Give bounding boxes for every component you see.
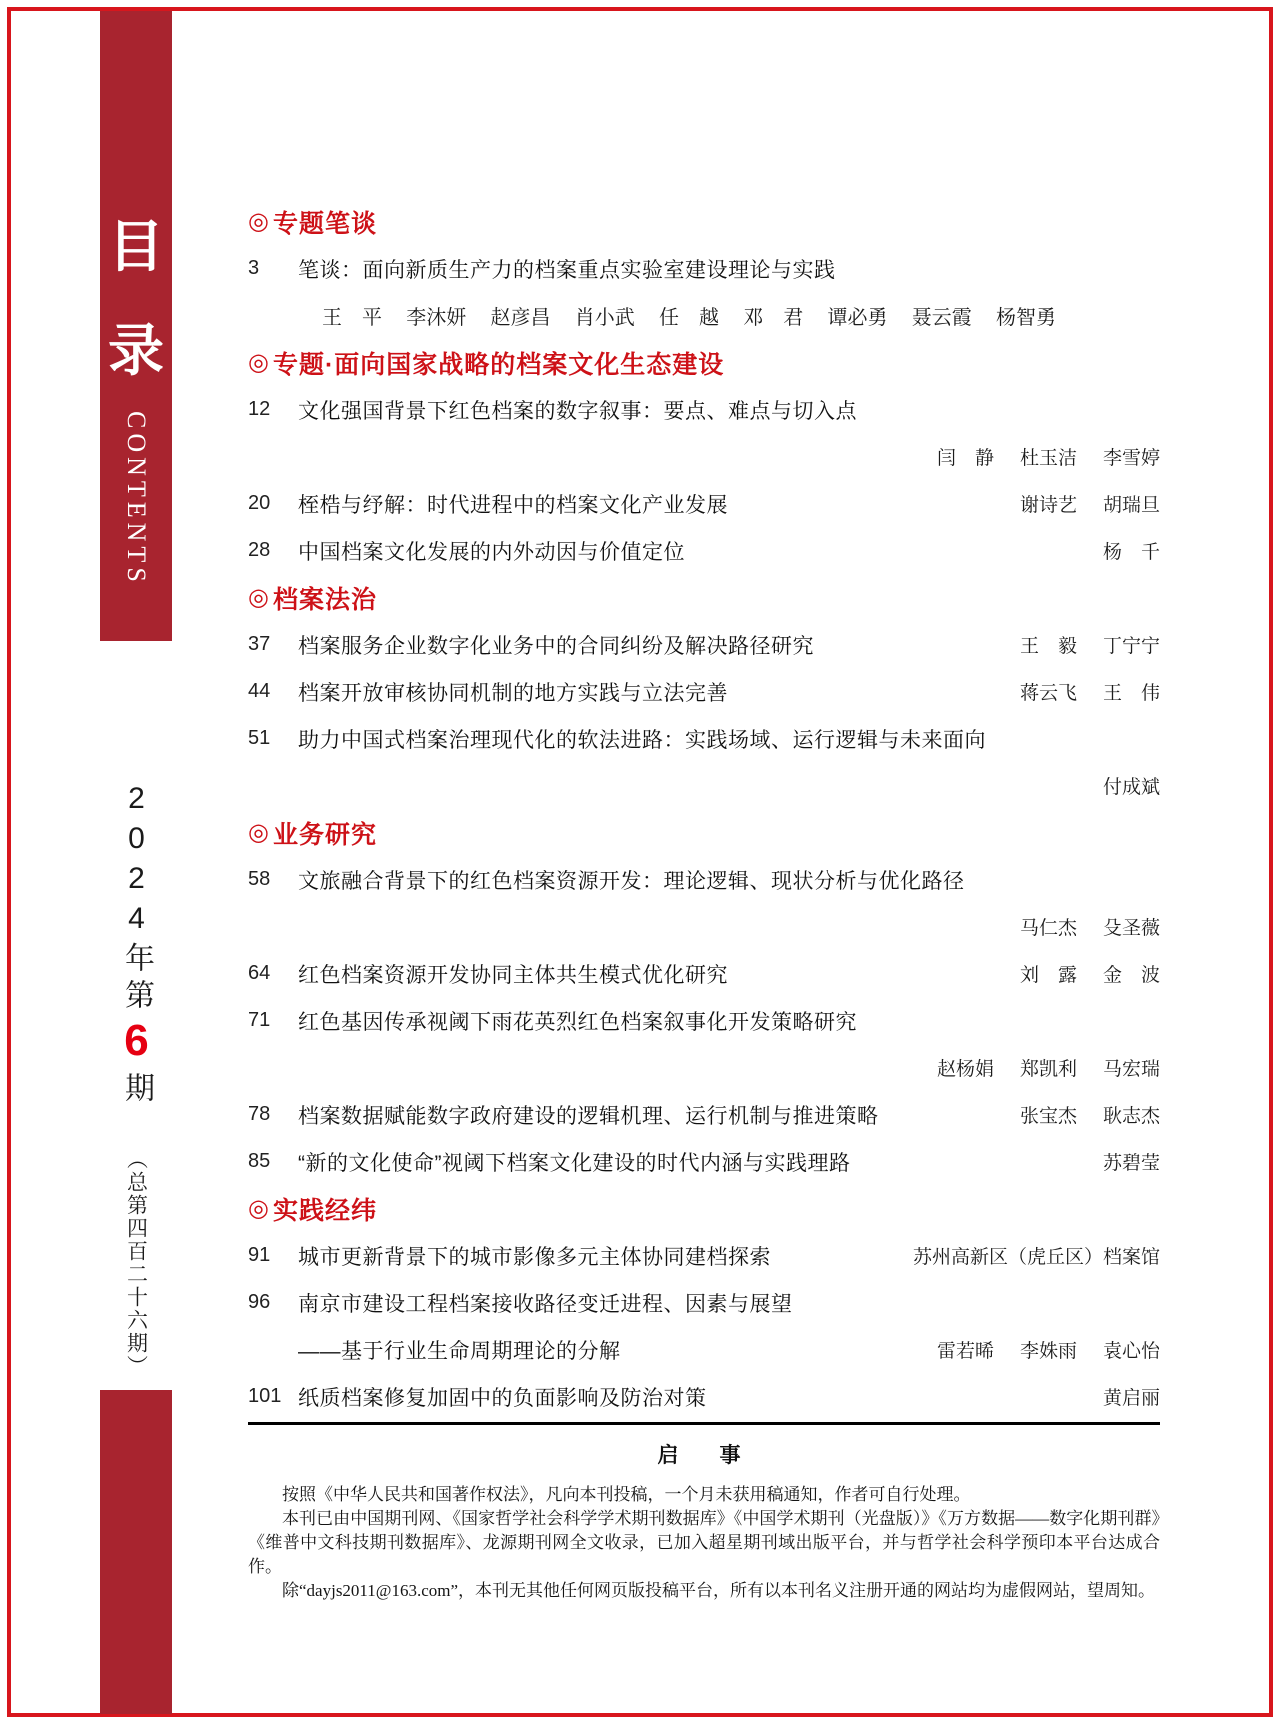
- toc-entry: [248, 1138, 1160, 1185]
- author-name: 肖小武: [574, 307, 635, 329]
- toc-entry-page: 44: [248, 680, 271, 702]
- sidebar-title-char: 录: [108, 319, 164, 382]
- toc-entry-page: 64: [248, 962, 271, 984]
- toc-entry-title: 档案服务企业数字化业务中的合同纠纷及解决路径研究: [298, 634, 814, 658]
- author-name: 耿志杰: [1102, 1106, 1160, 1127]
- volume-note: （总第四百二十六期）: [124, 1148, 148, 1378]
- toc-entry-page: 28: [248, 539, 271, 561]
- author-name: 闫 静: [936, 448, 994, 469]
- author-name: 王 毅: [1019, 636, 1077, 657]
- toc-entry-title: 档案数据赋能数字政府建设的逻辑机理、运行机制与推进策略: [298, 1104, 879, 1128]
- notice-paragraph: 除“dayjs2011@163.com”，本刊无其他任何网页版投稿平台，所有以本刊名义注册开通的网站均为虚假网站，望周知。: [282, 1581, 1156, 1600]
- author-name: 张宝杰: [1019, 1106, 1077, 1127]
- toc-entry: [248, 997, 1160, 1044]
- toc-entry: [248, 527, 1160, 574]
- toc-entry-page: 3: [248, 257, 260, 279]
- author-group: [1020, 1101, 1160, 1128]
- issue-number: 6: [112, 1016, 161, 1072]
- section-marker-icon: ◎: [248, 818, 270, 846]
- author-name: 邓 君: [743, 307, 804, 329]
- section-heading-text: 业务研究: [272, 820, 377, 849]
- notice-paragraph: 本刊已由中国期刊网、《国家哲学社会科学学术期刊数据库》《中国学术期刊（光盘版）》《万方数据——数字化期刊群》《维普中文科技期刊数据库》、龙源期刊网全文收录，已加入超星期刊域出版平台，并与哲学社会科学预印本平台达成合作。: [248, 1509, 1160, 1576]
- toc-entry-subtitle-row: [248, 1326, 1160, 1373]
- toc-entry-page: 91: [248, 1244, 271, 1266]
- author-name: 苏碧莹: [1102, 1153, 1160, 1174]
- section-marker-icon: ◎: [248, 1194, 270, 1222]
- toc-entry-authors-row: [248, 292, 1160, 339]
- author-group: [937, 1336, 1160, 1363]
- toc-entry-authors-row: [248, 903, 1160, 950]
- toc-entry-authors-row: [248, 762, 1160, 809]
- toc-entry-page: 78: [248, 1103, 271, 1125]
- author-name: 苏州高新区（虎丘区）档案馆: [912, 1247, 1160, 1268]
- notice-block: [248, 1422, 1160, 1603]
- toc-section-heading: [248, 574, 1160, 621]
- toc-entry-title: 中国档案文化发展的内外动因与价值定位: [298, 540, 685, 564]
- toc-entry-page: 20: [248, 492, 271, 514]
- notice-paragraph: 按照《中华人民共和国著作权法》，凡向本刊投稿，一个月未获用稿通知，作者可自行处理。: [282, 1485, 971, 1504]
- author-group: [937, 1054, 1160, 1081]
- sidebar-contents-label: CONTENTS: [122, 411, 151, 587]
- toc-entry: [248, 245, 1160, 292]
- section-heading-text: 专题笔谈: [272, 209, 377, 238]
- author-name: 马宏瑞: [1102, 1059, 1160, 1080]
- toc-entry: [248, 1373, 1160, 1420]
- author-name: 谢诗艺: [1019, 495, 1077, 516]
- section-marker-icon: ◎: [248, 207, 270, 235]
- author-group: [1103, 537, 1160, 564]
- author-name: 付成斌: [1102, 777, 1160, 798]
- toc-entry-title: 城市更新背景下的城市影像多元主体协同建档探索: [298, 1245, 771, 1269]
- section-heading-text: 实践经纬: [272, 1196, 377, 1225]
- author-name: 刘 露: [1019, 965, 1077, 986]
- toc-entry-title: 南京市建设工程档案接收路径变迁进程、因素与展望: [298, 1292, 793, 1316]
- author-name: 郑凯利: [1019, 1059, 1077, 1080]
- author-name: 李沐妍: [406, 307, 467, 329]
- toc-entry-authors-row: [248, 433, 1160, 480]
- author-name: 胡瑞旦: [1102, 495, 1160, 516]
- toc-section-heading: [248, 1185, 1160, 1232]
- author-group: [937, 443, 1160, 470]
- author-group: [1020, 678, 1160, 705]
- sidebar-title-char: 目: [108, 215, 164, 278]
- author-name: 任 越: [659, 307, 719, 329]
- author-name: 王 平: [322, 307, 382, 329]
- section-heading-text: 档案法治: [272, 585, 377, 614]
- author-name: 丁宁宁: [1102, 636, 1160, 657]
- author-name: 赵彦昌: [490, 307, 551, 329]
- author-name: 李姝雨: [1019, 1341, 1077, 1362]
- sidebar-red-footer: [100, 1390, 172, 1714]
- toc-section-heading: [248, 198, 1160, 245]
- author-name: 马仁杰: [1019, 918, 1077, 939]
- author-name: 雷若晞: [936, 1341, 994, 1362]
- author-name: 谭必勇: [827, 307, 888, 329]
- toc-entry-subtitle: ——基于行业生命周期理论的分解: [298, 1339, 621, 1363]
- author-group: [1103, 772, 1160, 799]
- toc-entry-page: 12: [248, 398, 271, 420]
- toc-entry-title: 红色基因传承视阈下雨花英烈红色档案叙事化开发策略研究: [298, 1010, 857, 1034]
- toc-entry-page: 71: [248, 1009, 271, 1031]
- toc-entry: [248, 1279, 1160, 1326]
- section-marker-icon: ◎: [248, 348, 270, 376]
- author-name: 殳圣薇: [1102, 918, 1160, 939]
- sidebar-red-banner: [100, 11, 172, 641]
- toc-entry: [248, 668, 1160, 715]
- toc-section-heading: [248, 339, 1160, 386]
- toc-entry: [248, 1232, 1160, 1279]
- toc: [248, 198, 1160, 1420]
- toc-entry: [248, 950, 1160, 997]
- toc-entry-title: “新的文化使命”视阈下档案文化建设的时代内涵与实践理路: [298, 1151, 851, 1175]
- author-name: 杨智勇: [996, 307, 1056, 329]
- toc-entry: [248, 480, 1160, 527]
- toc-entry: [248, 386, 1160, 433]
- toc-entry-page: 101: [248, 1385, 282, 1407]
- author-name: 李雪婷: [1102, 448, 1160, 469]
- toc-entry-title: 文旅融合背景下的红色档案资源开发：理论逻辑、现状分析与优化路径: [298, 869, 965, 893]
- toc-entry-page: 51: [248, 727, 271, 749]
- section-marker-icon: ◎: [248, 583, 270, 611]
- toc-entry-page: 58: [248, 868, 271, 890]
- author-name: 袁心怡: [1102, 1341, 1160, 1362]
- toc-entry-page: 37: [248, 633, 271, 655]
- author-name: 杜玉洁: [1019, 448, 1077, 469]
- toc-section-heading: [248, 809, 1160, 856]
- author-name: 黄启丽: [1102, 1388, 1160, 1409]
- author-name: 金 波: [1102, 965, 1160, 986]
- toc-entry-authors-row: [248, 1044, 1160, 1091]
- author-name: 聂云霞: [911, 307, 972, 329]
- author-group: [1103, 1148, 1160, 1175]
- author-name: 赵杨娟: [936, 1059, 994, 1080]
- issue-suffix: 期: [120, 1072, 153, 1109]
- toc-entry: [248, 621, 1160, 668]
- toc-entry: [248, 856, 1160, 903]
- notice-paragraphs: [248, 1483, 1160, 1603]
- author-name: 蒋云飞: [1019, 683, 1077, 704]
- issue-year: 2024年第: [120, 782, 153, 1016]
- notice-heading: 启 事: [657, 1443, 751, 1467]
- toc-entry: [248, 1091, 1160, 1138]
- toc-entry-title: 文化强国背景下红色档案的数字叙事：要点、难点与切入点: [298, 399, 857, 423]
- toc-entry-title: 桎梏与纾解：时代进程中的档案文化产业发展: [298, 493, 728, 517]
- issue-label: [100, 782, 172, 1109]
- toc-entry-title: 红色档案资源开发协同主体共生模式优化研究: [298, 963, 728, 987]
- author-group: [1020, 913, 1160, 940]
- author-name: 杨 千: [1102, 542, 1160, 563]
- toc-entry-page: 85: [248, 1150, 271, 1172]
- section-heading-text: 专题·面向国家战略的档案文化生态建设: [272, 350, 725, 379]
- toc-entry-page: 96: [248, 1291, 271, 1313]
- author-group: [1103, 1383, 1160, 1410]
- toc-entry: [248, 715, 1160, 762]
- author-group: [1020, 960, 1160, 987]
- toc-entry-title: 笔谈：面向新质生产力的档案重点实验室建设理论与实践: [298, 258, 836, 282]
- author-group: [1020, 490, 1160, 517]
- toc-entry-title: 档案开放审核协同机制的地方实践与立法完善: [298, 681, 728, 705]
- toc-entry-title: 纸质档案修复加固中的负面影响及防治对策: [298, 1386, 707, 1410]
- author-group: [913, 1242, 1160, 1269]
- toc-entry-title: 助力中国式档案治理现代化的软法进路：实践场域、运行逻辑与未来面向: [298, 728, 986, 752]
- author-name: 王 伟: [1102, 683, 1160, 704]
- author-group: [1020, 631, 1160, 658]
